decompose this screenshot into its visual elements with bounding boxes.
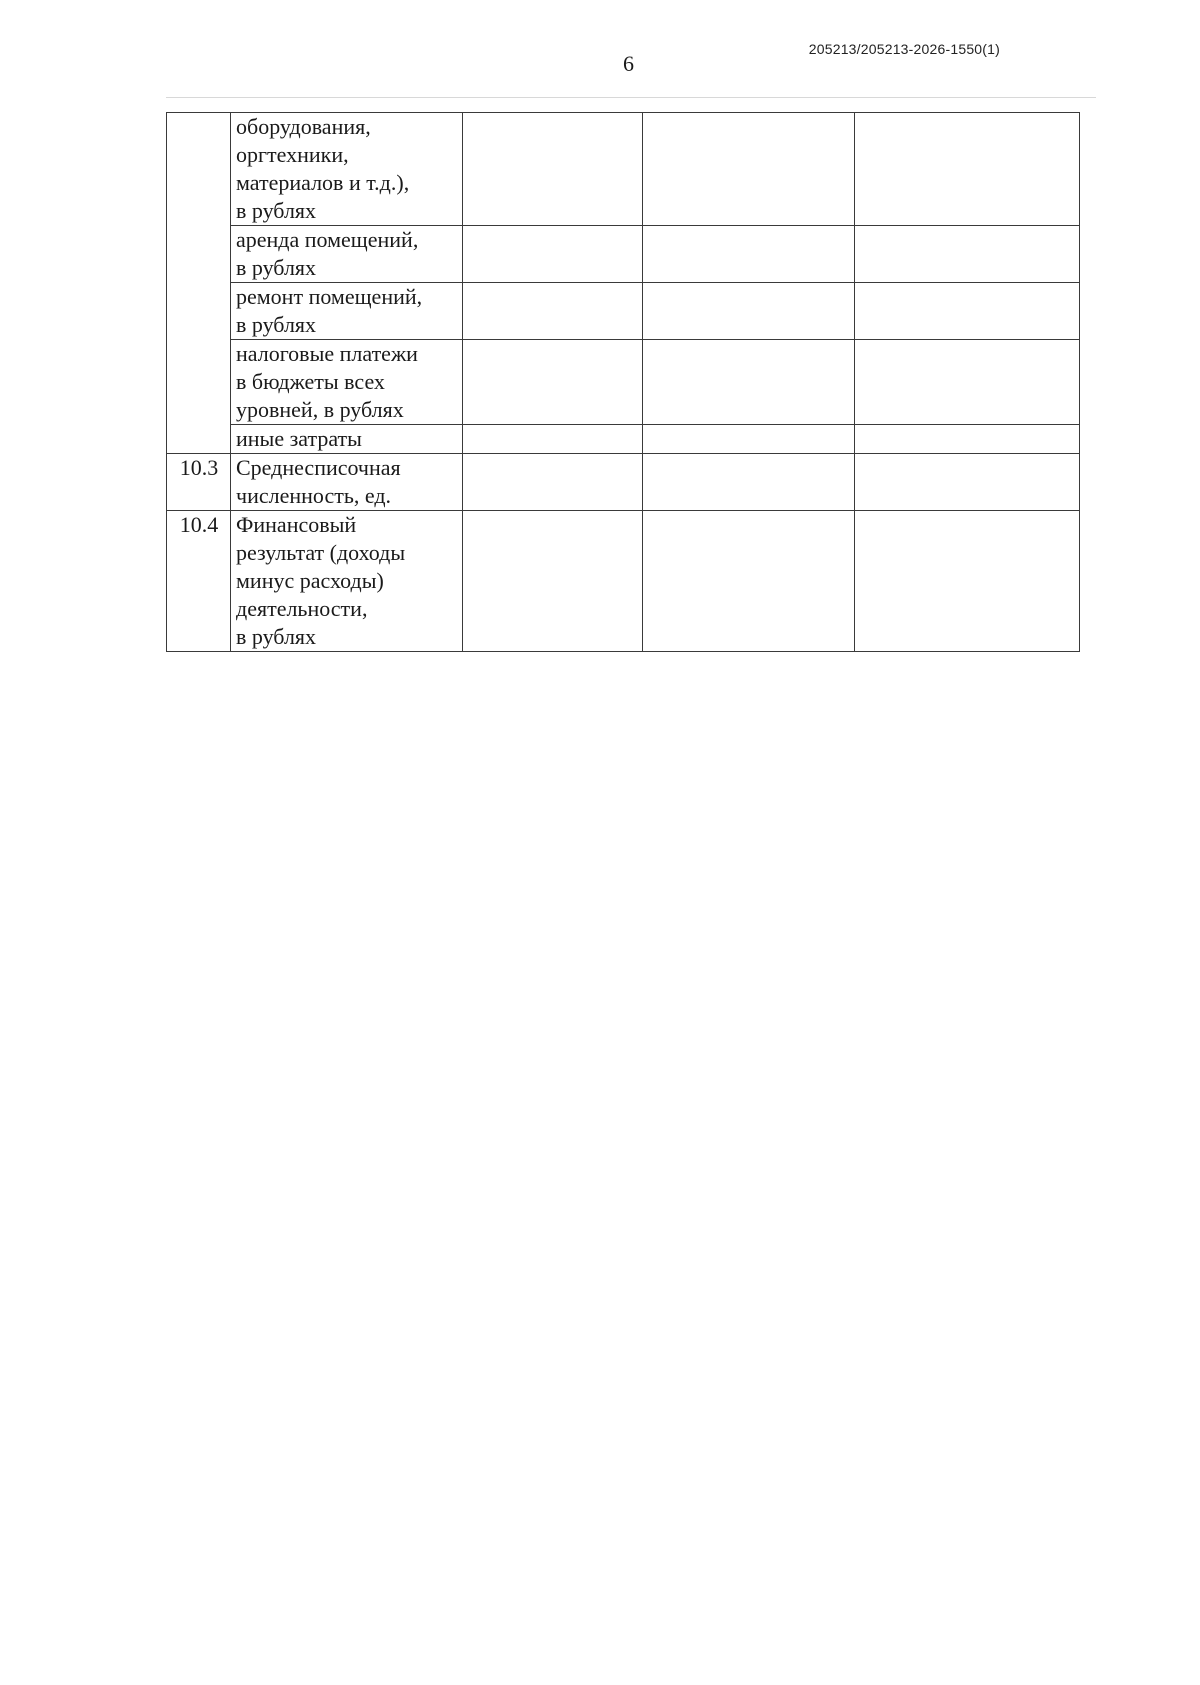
row-number-cell (167, 113, 231, 454)
value-cell (855, 340, 1080, 425)
row-label-premises-rent: аренда помещений, в рублях (231, 226, 463, 283)
row-label-equipment: оборудования, оргтехники, материалов и т.д.), в рублях (231, 113, 463, 226)
value-cell (643, 113, 855, 226)
row-label-other-costs: иные затраты (231, 425, 463, 454)
scan-edge-line (166, 97, 1096, 98)
value-cell (855, 511, 1080, 652)
table-row (167, 454, 1080, 511)
value-cell (643, 425, 855, 454)
value-cell (855, 283, 1080, 340)
row-number-cell: 10.4 (167, 511, 231, 652)
value-cell (463, 454, 643, 511)
value-cell (643, 226, 855, 283)
value-cell (643, 511, 855, 652)
page-number: 6 (623, 51, 634, 76)
value-cell (855, 454, 1080, 511)
value-cell (463, 425, 643, 454)
table-row (167, 340, 1080, 425)
value-cell (463, 283, 643, 340)
row-number-cell: 10.3 (167, 454, 231, 511)
value-cell (855, 226, 1080, 283)
value-cell (463, 511, 643, 652)
table-row (167, 113, 1080, 226)
document-id: 205213/205213-2026-1550(1) (808, 41, 1000, 57)
table-row (167, 283, 1080, 340)
value-cell (855, 425, 1080, 454)
value-cell (643, 454, 855, 511)
value-cell (855, 113, 1080, 226)
row-label-headcount: Среднесписочная численность, ед. (231, 454, 463, 511)
value-cell (463, 226, 643, 283)
value-cell (643, 283, 855, 340)
row-label-financial-result: Финансовый результат (доходы минус расходы) деятельности, в рублях (231, 511, 463, 652)
table-row (167, 511, 1080, 652)
financial-indicators-table (166, 112, 1080, 652)
table-row (167, 226, 1080, 283)
value-cell (463, 113, 643, 226)
value-cell (463, 340, 643, 425)
table-row (167, 425, 1080, 454)
value-cell (643, 340, 855, 425)
row-label-premises-repair: ремонт помещений, в рублях (231, 283, 463, 340)
row-label-tax-payments: налоговые платежи в бюджеты всех уровней, в рублях (231, 340, 463, 425)
